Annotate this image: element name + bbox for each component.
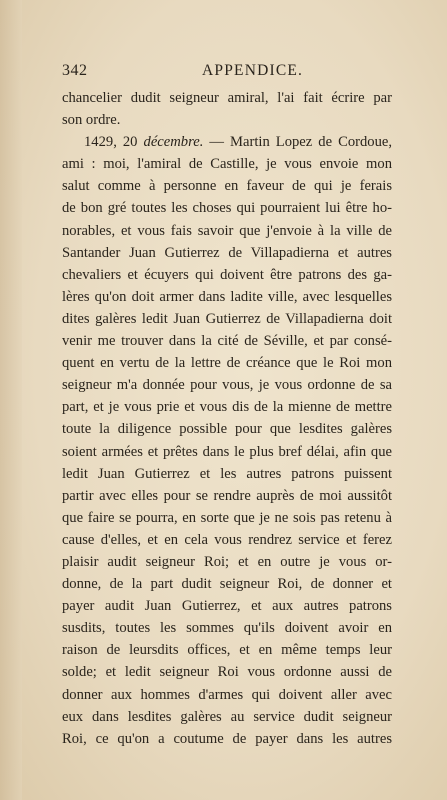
text-line: raison de leursdits offices, et en même temps leur [62, 642, 392, 659]
text-line: norables, et vous fais savoir que j'envoie à la ville de [62, 222, 392, 239]
running-head: APPENDICE. [202, 62, 304, 79]
text-line: Santander Juan Gutierrez de Villapadierna et autres [62, 244, 392, 261]
text-line: lères qu'on doit armer dans ladite ville, avec lesquelles [62, 288, 392, 305]
text-line: part, et je vous prie et vous dis de la mienne de mettre [62, 399, 392, 416]
text-line: donne, de la part dudit seigneur Roi, de donner et [62, 576, 392, 593]
text-line: dites galères ledit Juan Gutierrez de Villapadierna doit [62, 310, 392, 327]
body-text [62, 87, 392, 750]
date-line [62, 131, 392, 153]
text-line: toute la diligence possible pour que lesdites galères [62, 421, 392, 438]
text-line: susdits, toutes les sommes qu'ils doivent avoir en [62, 620, 392, 637]
text-line-rest: — Martin Lopez de Cordoue, [203, 134, 392, 151]
text-line: cause d'elles, et en cela vous rendrez service et ferez [62, 531, 392, 548]
text-line: venir me trouver dans la cité de Séville, et par consé- [62, 333, 392, 350]
text-line: Roi, ce qu'on a coutume de payer dans les autres [62, 730, 392, 747]
text-line: payer audit Juan Gutierrez, et aux autres patrons [62, 598, 392, 615]
text-line: ledit Juan Gutierrez et les autres patrons puissent [62, 465, 392, 482]
page-header [62, 62, 392, 82]
text-line: chevaliers et écuyers qui doivent être patrons des ga- [62, 266, 392, 283]
text-line: plaisir audit seigneur Roi; et en outre je vous or- [62, 553, 392, 570]
page-number: 342 [62, 62, 88, 79]
text-line: partir avec elles pour se rendre auprès de moi aussitôt [62, 487, 392, 504]
text-line: de bon gré toutes les choses qui pourraient lui être ho- [62, 200, 392, 217]
text-line: eux dans lesdites galères au service dudit seigneur [62, 708, 392, 725]
text-line: donner aux hommes d'armes qui doivent aller avec [62, 686, 392, 703]
text-line: soient armées et prêtes dans le plus bref délai, afin que [62, 443, 392, 460]
text-line: que faire se pourra, en sorte que je ne sois pas retenu à [62, 509, 392, 526]
text-line: solde; et ledit seigneur Roi vous ordonne aussi de [62, 664, 392, 681]
text-line: son ordre. [62, 112, 121, 129]
page-gutter-shadow [0, 0, 22, 800]
date-month: décembre. [143, 134, 204, 151]
text-line: ami : moi, l'amiral de Castille, je vous envoie mon [62, 156, 392, 173]
text-line: seigneur m'a donnée pour vous, je vous ordonne de sa [62, 377, 392, 394]
text-line: salut comme à personne en faveur de qui je ferais [62, 178, 392, 195]
text-line: chancelier dudit seigneur amiral, l'ai fait écrire par [62, 90, 392, 106]
text-line: quent en vertu de la lettre de créance que le Roi mon [62, 355, 392, 372]
date-prefix: 1429, 20 [84, 134, 138, 151]
